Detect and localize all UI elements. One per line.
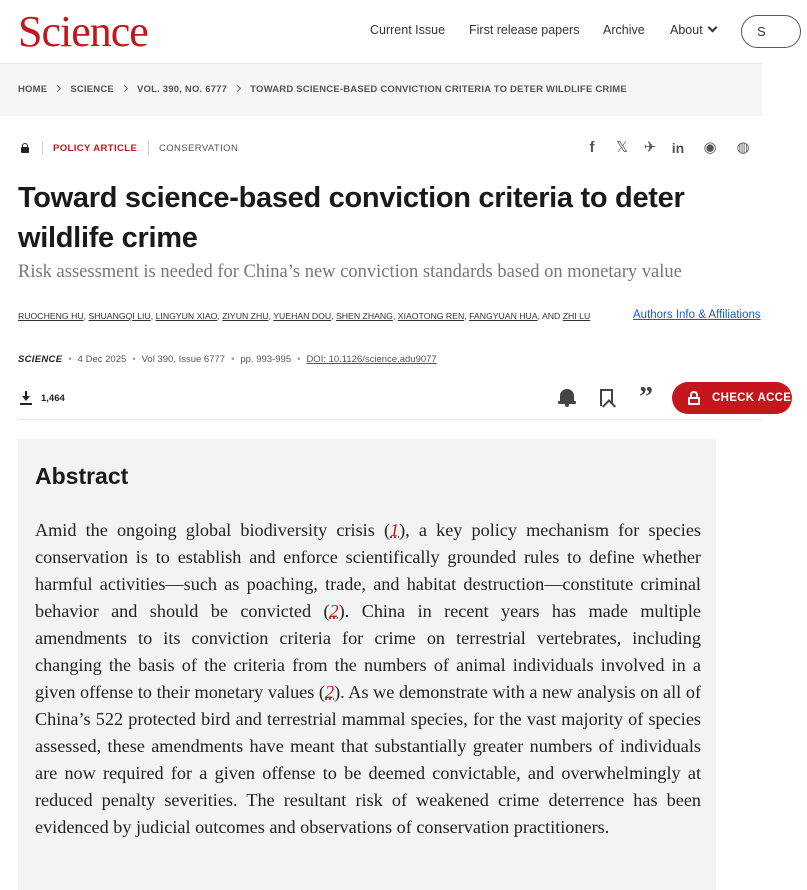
chevron-right-icon <box>234 85 241 92</box>
author-link[interactable]: FANGYUAN HUA <box>469 311 538 321</box>
article-subtitle: Risk assessment is needed for China’s new conviction standards based on monetary value <box>18 262 682 282</box>
author-link[interactable]: SHUANGQI LIU <box>88 311 151 321</box>
author-link[interactable]: ZHI LU <box>562 311 591 321</box>
abstract-text-part: Amid the ongoing global biodiversity crisis ( <box>35 520 391 540</box>
reference-link[interactable]: 1 <box>390 520 400 540</box>
nav-current-issue[interactable]: Current Issue <box>370 23 446 37</box>
linkedin-icon[interactable]: in <box>671 140 685 156</box>
authors-conjunction: AND <box>541 311 561 321</box>
cite-quote-icon[interactable]: ” <box>639 382 653 413</box>
site-header <box>0 0 766 64</box>
topic-label[interactable]: CONSERVATION <box>159 143 239 154</box>
breadcrumb-current: TOWARD SCIENCE-BASED CONVICTION CRITERIA TO DETER WILDLIFE CRIME <box>250 84 627 95</box>
reddit-icon[interactable]: ◉ <box>703 139 717 156</box>
abstract-heading: Abstract <box>35 463 129 489</box>
breadcrumb-issue[interactable]: VOL. 390, NO. 6777 <box>136 84 228 95</box>
abstract-section <box>18 439 716 890</box>
article-title: Toward science-based conviction criteria to deter wildlife crime <box>18 182 685 254</box>
wechat-icon[interactable]: ◍ <box>736 139 750 156</box>
download-icon <box>20 391 32 405</box>
abstract-text-part: ), a key policy mechanism for species conservation is to establish and enforce scientifically grounded rules to define whether harmful activities—such as poaching, trade, and habitat destruction—constitute criminal behavior and should be convicted ( <box>35 520 702 621</box>
author-link[interactable]: SHEN ZHANG <box>335 311 393 321</box>
publication-date: 4 Dec 2025 <box>77 354 127 365</box>
doi-link[interactable]: DOI: 10.1126/science.adu9077 <box>306 354 437 365</box>
author-link[interactable]: YUEHAN DOU <box>273 311 332 321</box>
divider <box>42 141 43 155</box>
reference-link[interactable]: 2 <box>325 682 335 702</box>
author-link[interactable]: ZIYUN ZHU <box>222 311 269 321</box>
volume-issue[interactable]: Vol 390, Issue 6777 <box>141 354 226 365</box>
nav-first-release-papers[interactable]: First release papers <box>469 23 580 37</box>
chevron-right-icon <box>121 85 128 92</box>
bell-icon[interactable] <box>558 388 576 408</box>
check-access-button[interactable] <box>672 382 807 414</box>
nav-about-label: About <box>670 23 703 37</box>
journal-name[interactable]: SCIENCE <box>18 354 63 365</box>
breadcrumb-home[interactable]: HOME <box>18 84 48 95</box>
lock-icon <box>21 143 29 153</box>
check-access-label: CHECK ACCESS <box>712 392 807 404</box>
nav-about[interactable] <box>670 23 716 37</box>
author-link[interactable]: LINGYUN XIAO <box>155 311 218 321</box>
abstract-text-part: ). As we demonstrate with a new analysis on all of China’s 522 protected bird and terrestrial mammal species, for the vast majority of species assessed, these amendments have meant that substantially greater numbers of individuals are now required for a given offense to be deemed convictable, and overwhelmingly at reduced penalty severities. The resultant risk of weakened crime deterrence has been evidenced by judicial outcomes and observations of conservation practitioners. <box>35 682 701 837</box>
lock-icon <box>688 391 700 405</box>
nav-archive[interactable]: Archive <box>603 23 645 37</box>
abstract-text <box>35 517 701 841</box>
author-link[interactable]: XIAOTONG REN <box>397 311 465 321</box>
bookmark-icon[interactable] <box>600 389 613 406</box>
download-count: 1,464 <box>41 393 65 404</box>
reference-link[interactable]: 2 <box>329 601 339 621</box>
author-link[interactable]: RUOCHENG HU <box>18 311 84 321</box>
divider <box>148 141 149 155</box>
author-list: RUOCHENG HU, SHUANGQI LIU, LINGYUN XIAO, ZIYUN ZHU, YUEHAN DOU, SHEN ZHANG, XIAOTONG REN, FANGYUAN HUA, AND ZHI LU <box>18 311 591 321</box>
divider <box>18 419 762 420</box>
breadcrumb <box>18 84 627 95</box>
abstract-text-part: ). China in recent years has made multiple amendments to its conviction criteria for crime on terrestrial vertebrates, including changing the basis of the criteria from the numbers of animal individuals involved in a given offense to their monetary values ( <box>35 601 701 702</box>
chevron-right-icon <box>54 85 61 92</box>
article-type-label[interactable]: POLICY ARTICLE <box>53 143 138 154</box>
page-range: pp. 993-995 <box>240 354 292 365</box>
search-button[interactable]: S <box>741 15 801 48</box>
science-logo[interactable]: Science <box>18 7 148 56</box>
facebook-icon[interactable]: f <box>589 139 595 156</box>
x-icon[interactable]: 𝕏 <box>615 139 629 156</box>
authors-affiliations-link[interactable]: Authors Info & Affiliations <box>633 309 761 321</box>
bluesky-icon[interactable]: ✈ <box>643 139 657 156</box>
breadcrumb-science[interactable]: SCIENCE <box>70 84 114 95</box>
publication-info: SCIENCE • 4 Dec 2025 • Vol 390, Issue 6777 • pp. 993-995 • DOI: 10.1126/science.adu9077 <box>18 354 437 365</box>
chevron-down-icon <box>707 23 717 33</box>
